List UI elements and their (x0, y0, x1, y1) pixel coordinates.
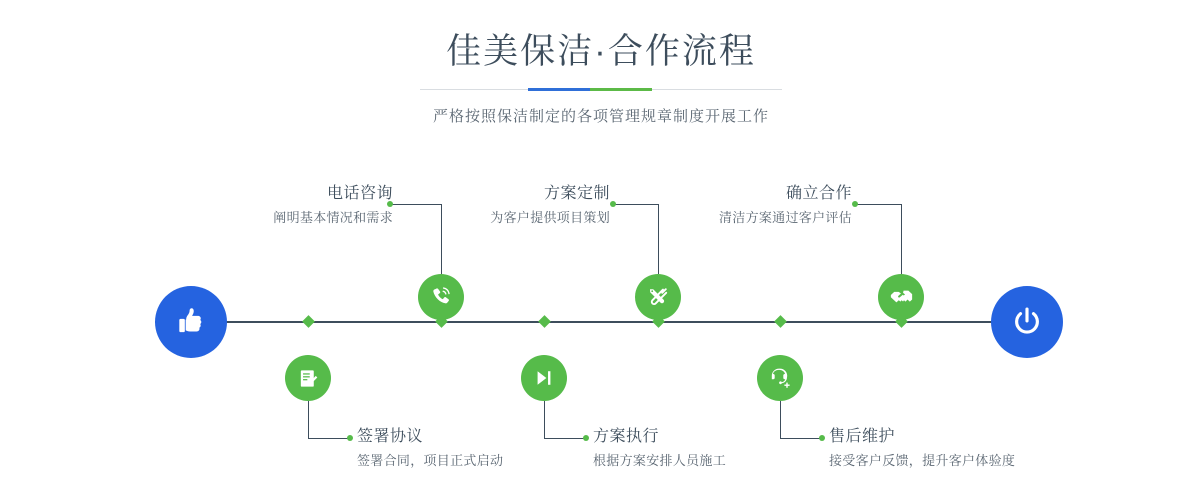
step-node-3[interactable] (635, 274, 681, 320)
step-label-4 (593, 426, 726, 471)
timeline-axis (155, 321, 1045, 323)
title-divider (420, 88, 782, 91)
step-connector-v-3 (658, 204, 659, 274)
step-label-5 (700, 183, 852, 228)
page-title: 佳美保洁·合作流程 (446, 32, 756, 71)
step-dot-6 (819, 435, 825, 441)
step-connector-v-6 (780, 401, 781, 438)
step-connector-h-1 (390, 204, 442, 205)
step-node-2[interactable] (285, 355, 331, 401)
step-marker-2 (302, 315, 315, 328)
step-marker-6 (774, 315, 787, 328)
phone-icon (429, 285, 453, 309)
step-connector-v-1 (441, 204, 442, 274)
step-connector-v-2 (308, 401, 309, 438)
step-marker-4 (538, 315, 551, 328)
step-desc-1: 阐明基本情况和需求 (273, 210, 393, 225)
step-node-5[interactable] (878, 274, 924, 320)
step-node-6[interactable] (757, 355, 803, 401)
handshake-icon (889, 285, 914, 310)
step-connector-h-2 (308, 438, 350, 439)
step-desc-4: 根据方案安排人员施工 (593, 453, 727, 468)
divider-accent-blue (528, 88, 590, 91)
step-label-3 (460, 183, 610, 228)
headset-support-icon (768, 366, 792, 390)
step-desc-6: 接受客户反馈，提升客户体验度 (829, 453, 1016, 468)
step-desc-2: 签署合同，项目正式启动 (357, 453, 504, 468)
step-label-2 (357, 426, 503, 471)
step-connector-h-4 (544, 438, 586, 439)
step-node-4[interactable] (521, 355, 567, 401)
timeline-end-endpoint (991, 286, 1063, 358)
timeline (0, 150, 1202, 502)
step-desc-5: 清洁方案通过客户评估 (718, 210, 852, 225)
step-title-3: 方案定制 (543, 185, 610, 202)
step-label-1 (253, 183, 393, 228)
timeline-start-endpoint (155, 286, 227, 358)
step-connector-v-4 (544, 401, 545, 438)
step-dot-4 (583, 435, 589, 441)
step-title-4: 方案执行 (593, 428, 660, 445)
step-dot-5 (852, 201, 858, 207)
step-title-6: 售后维护 (829, 428, 896, 445)
step-label-6 (829, 426, 1015, 471)
page-subtitle: 严格按照保洁制定的各项管理规章制度开展工作 (432, 108, 769, 125)
step-connector-v-5 (901, 204, 902, 274)
step-dot-2 (347, 435, 353, 441)
power-icon (1009, 304, 1045, 340)
step-connector-h-5 (855, 204, 902, 205)
play-forward-icon (533, 367, 555, 389)
document-edit-icon (297, 367, 320, 390)
tools-icon (646, 285, 670, 309)
step-title-2: 签署协议 (357, 428, 424, 445)
step-connector-h-6 (780, 438, 822, 439)
step-desc-3: 为客户提供项目策划 (490, 210, 610, 225)
header (0, 28, 1202, 126)
step-node-1[interactable] (418, 274, 464, 320)
step-title-5: 确立合作 (785, 185, 852, 202)
step-connector-h-3 (613, 204, 659, 205)
step-dot-3 (610, 201, 616, 207)
divider-accent-green (590, 88, 652, 91)
step-title-1: 电话咨询 (326, 185, 393, 202)
thumbs-up-icon (174, 305, 208, 339)
